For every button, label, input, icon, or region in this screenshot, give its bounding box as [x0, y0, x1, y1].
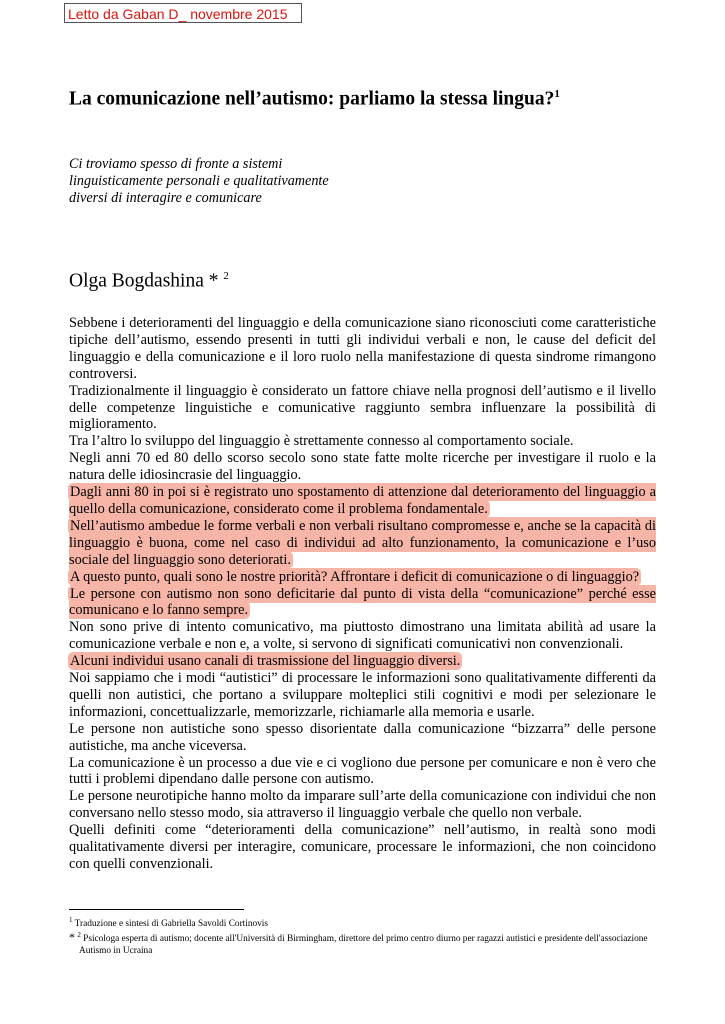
paragraph: Noi sappiamo che i modi “autistici” di processare le informazioni sono qualitativamente differenti da quelli non autistici, che portano a sviluppare molteplici stili cognitivi e modi per selezionare le informazioni, concettualizzarle, memorizzarle, richiamarle alla memoria e usarle.: [69, 670, 656, 720]
title-text: La comunicazione nell’autismo: parliamo la stessa lingua?: [69, 88, 555, 110]
footnote-2-mark: 2: [77, 931, 81, 939]
highlight: Alcuni individui usano canali di trasmissione del linguaggio diversi.: [70, 653, 461, 670]
highlighted-paragraph: [69, 484, 656, 518]
footnote-separator: [69, 909, 244, 910]
footnote-1-text: Traduzione e sintesi di Gabriella Savoldi Cortinovis: [74, 919, 268, 930]
title-footnote-ref: 1: [554, 88, 560, 100]
highlight: Dagli anni 80 in poi si è registrato uno spostamento di attenzione dal deterioramento del linguaggio a quello della comunicazione, considerato come il problema fondamentale.: [69, 484, 656, 517]
author-text: Olga Bogdashina *: [69, 270, 219, 292]
paragraph: Negli anni 70 ed 80 dello scorso secolo sono state fatte molte ricerche per investigare il ruolo e la natura delle idiosincrasie del linguaggio.: [69, 450, 656, 484]
subtitle: [69, 156, 329, 207]
footnote-2-star: *: [69, 930, 75, 945]
paragraph: Le persone non autistiche sono spesso disorientate dalla comunicazione “bizzarra” delle persone autistiche, ma anche viceversa.: [69, 720, 656, 754]
paragraph: Le persone neurotipiche hanno molto da imparare sull’arte della comunicazione con individui che non conversano nello stesso modo, sia attraverso il linguaggio verbale che quello non verbale.: [69, 788, 656, 822]
footnote-2-text: Psicologa esperta di autismo; docente all'Università di Birmingham, direttore del primo centro diurno per ragazzi autistici e presidente dell'associazione Autismo in Ucraina: [79, 934, 648, 957]
subtitle-line: Ci troviamo spesso di fronte a sistemi: [69, 156, 283, 172]
footnote-2: [69, 929, 659, 957]
highlighted-paragraph: [69, 586, 656, 620]
footnote-1-mark: 1: [69, 916, 73, 924]
highlight: Nell’autismo ambedue le forme verbali e non verbali risultano compromesse e, anche se la capacità di linguaggio è buona, come nel caso di individui ad alto funzionamento, la comunicazione e l’uso sociale del linguaggio sono deteriorati.: [69, 517, 656, 568]
footnote-1: [69, 914, 659, 930]
author-name: [69, 270, 229, 293]
author-footnote-ref: 2: [223, 270, 229, 282]
subtitle-line: diversi di interagire e comunicare: [69, 190, 262, 206]
highlighted-paragraph: [69, 653, 656, 670]
paragraph: Non sono prive di intento comunicativo, ma piuttosto dimostrano una limitata abilità ad usare la comunicazione verbale e non e, a volte, si servono di significati comunicativi non convenzionali.: [69, 619, 656, 653]
document-title: [69, 88, 560, 111]
highlighted-paragraph: [69, 518, 656, 569]
highlighted-paragraph: [69, 569, 656, 586]
article-body: [69, 315, 656, 873]
reading-stamp: Letto da Gaban D_ novembre 2015: [64, 3, 302, 23]
paragraph: Sebbene i deterioramenti del linguaggio e della comunicazione siano riconosciuti come caratteristiche tipiche dell’autismo, essendo presenti in tutti gli individui verbali e non, le cause del deficit del linguaggio e della comunicazione e il loro ruolo nella manifestazione di questa sindrome rimangono controversi.: [69, 315, 656, 382]
highlight: Le persone con autismo non sono deficitarie dal punto di vista della “comunicazione” perché esse comunicano e lo fanno sempre.: [69, 585, 656, 619]
paragraph: Quelli definiti come “deterioramenti della comunicazione” nell’autismo, in realtà sono modi qualitativamente diversi per interagire, comunicare, processare le informazioni, che non coincidono con quelli convenzionali.: [69, 822, 656, 872]
paragraph: Tra l’altro lo sviluppo del linguaggio è strettamente connesso al comportamento sociale.: [69, 433, 574, 450]
paragraph: Tradizionalmente il linguaggio è considerato un fattore chiave nella prognosi dell’autismo e il livello delle competenze linguistiche e comunicative raggiunto sembra influenzare la possibilità di miglioramento.: [69, 382, 656, 433]
paragraph: La comunicazione è un processo a due vie e ci vogliono due persone per comunicare e non è vero che tutti i problemi dipendano dalle persone con autismo.: [69, 754, 656, 788]
subtitle-line: linguisticamente personali e qualitativamente: [69, 173, 329, 189]
highlight: A questo punto, quali sono le nostre priorità? Affrontare i deficit di comunicazione o di linguaggio?: [70, 568, 640, 585]
